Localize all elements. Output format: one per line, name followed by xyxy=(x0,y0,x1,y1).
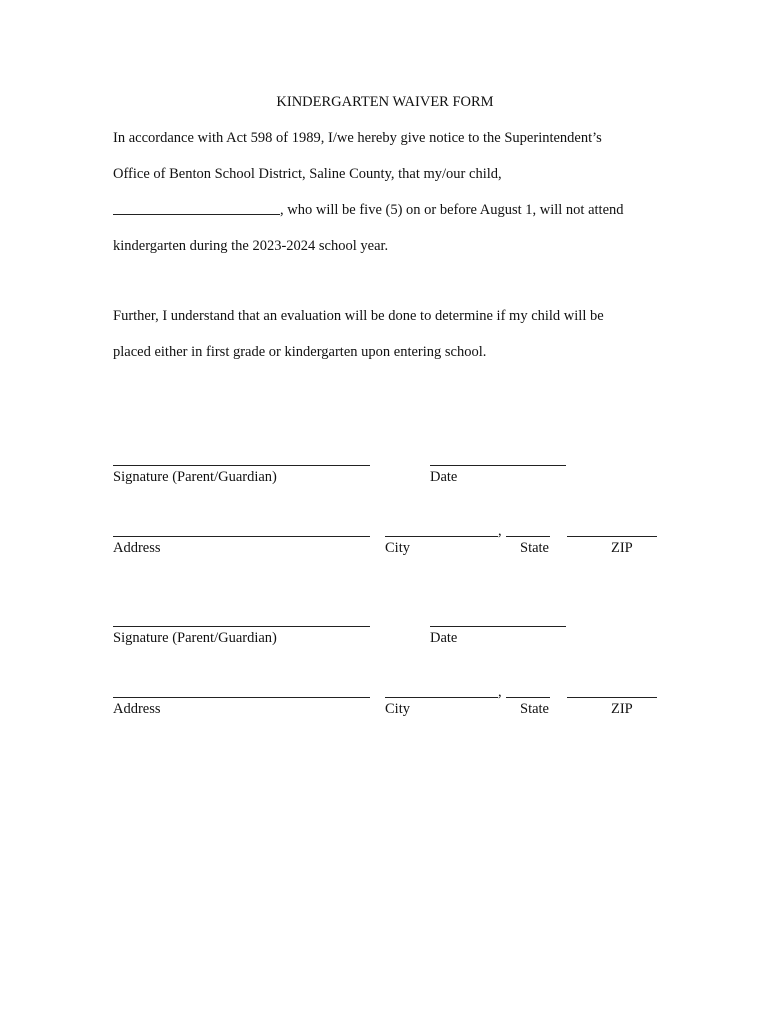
signature-label-2: Signature (Parent/Guardian) xyxy=(113,630,277,646)
address-label-2: Address xyxy=(113,701,161,717)
city-state-comma-1: , xyxy=(498,523,502,539)
paragraph-2-line-2: placed either in first grade or kindergarten upon entering school. xyxy=(113,344,487,360)
state-line-1[interactable] xyxy=(506,536,550,537)
city-label-2: City xyxy=(385,701,410,717)
state-label-1: State xyxy=(520,540,549,556)
paragraph-1-line-2: Office of Benton School District, Saline County, that my/our child, xyxy=(113,166,502,182)
address-line-1[interactable] xyxy=(113,536,370,537)
state-line-2[interactable] xyxy=(506,697,550,698)
date-label-2: Date xyxy=(430,630,458,646)
child-name-blank[interactable] xyxy=(113,214,280,215)
city-label-1: City xyxy=(385,540,410,556)
city-line-2[interactable] xyxy=(385,697,498,698)
signature-label-1: Signature (Parent/Guardian) xyxy=(113,469,277,485)
signature-line-2[interactable] xyxy=(113,626,370,627)
signature-line-1[interactable] xyxy=(113,465,370,466)
address-label-1: Address xyxy=(113,540,161,556)
state-label-2: State xyxy=(520,701,549,717)
form-title: KINDERGARTEN WAIVER FORM xyxy=(276,94,494,110)
zip-label-2: ZIP xyxy=(611,701,633,717)
date-line-2[interactable] xyxy=(430,626,566,627)
paragraph-1-line-1: In accordance with Act 598 of 1989, I/we hereby give notice to the Superintendent’s xyxy=(113,130,602,146)
city-line-1[interactable] xyxy=(385,536,498,537)
paragraph-1-line-3: , who will be five (5) on or before August 1, will not attend xyxy=(280,202,624,218)
city-state-comma-2: , xyxy=(498,684,502,700)
date-label-1: Date xyxy=(430,469,458,485)
address-line-2[interactable] xyxy=(113,697,370,698)
paragraph-2-line-1: Further, I understand that an evaluation will be done to determine if my child will be xyxy=(113,308,604,324)
zip-line-2[interactable] xyxy=(567,697,657,698)
zip-line-1[interactable] xyxy=(567,536,657,537)
zip-label-1: ZIP xyxy=(611,540,633,556)
date-line-1[interactable] xyxy=(430,465,566,466)
paragraph-1-line-4: kindergarten during the 2023-2024 school year. xyxy=(113,238,389,254)
